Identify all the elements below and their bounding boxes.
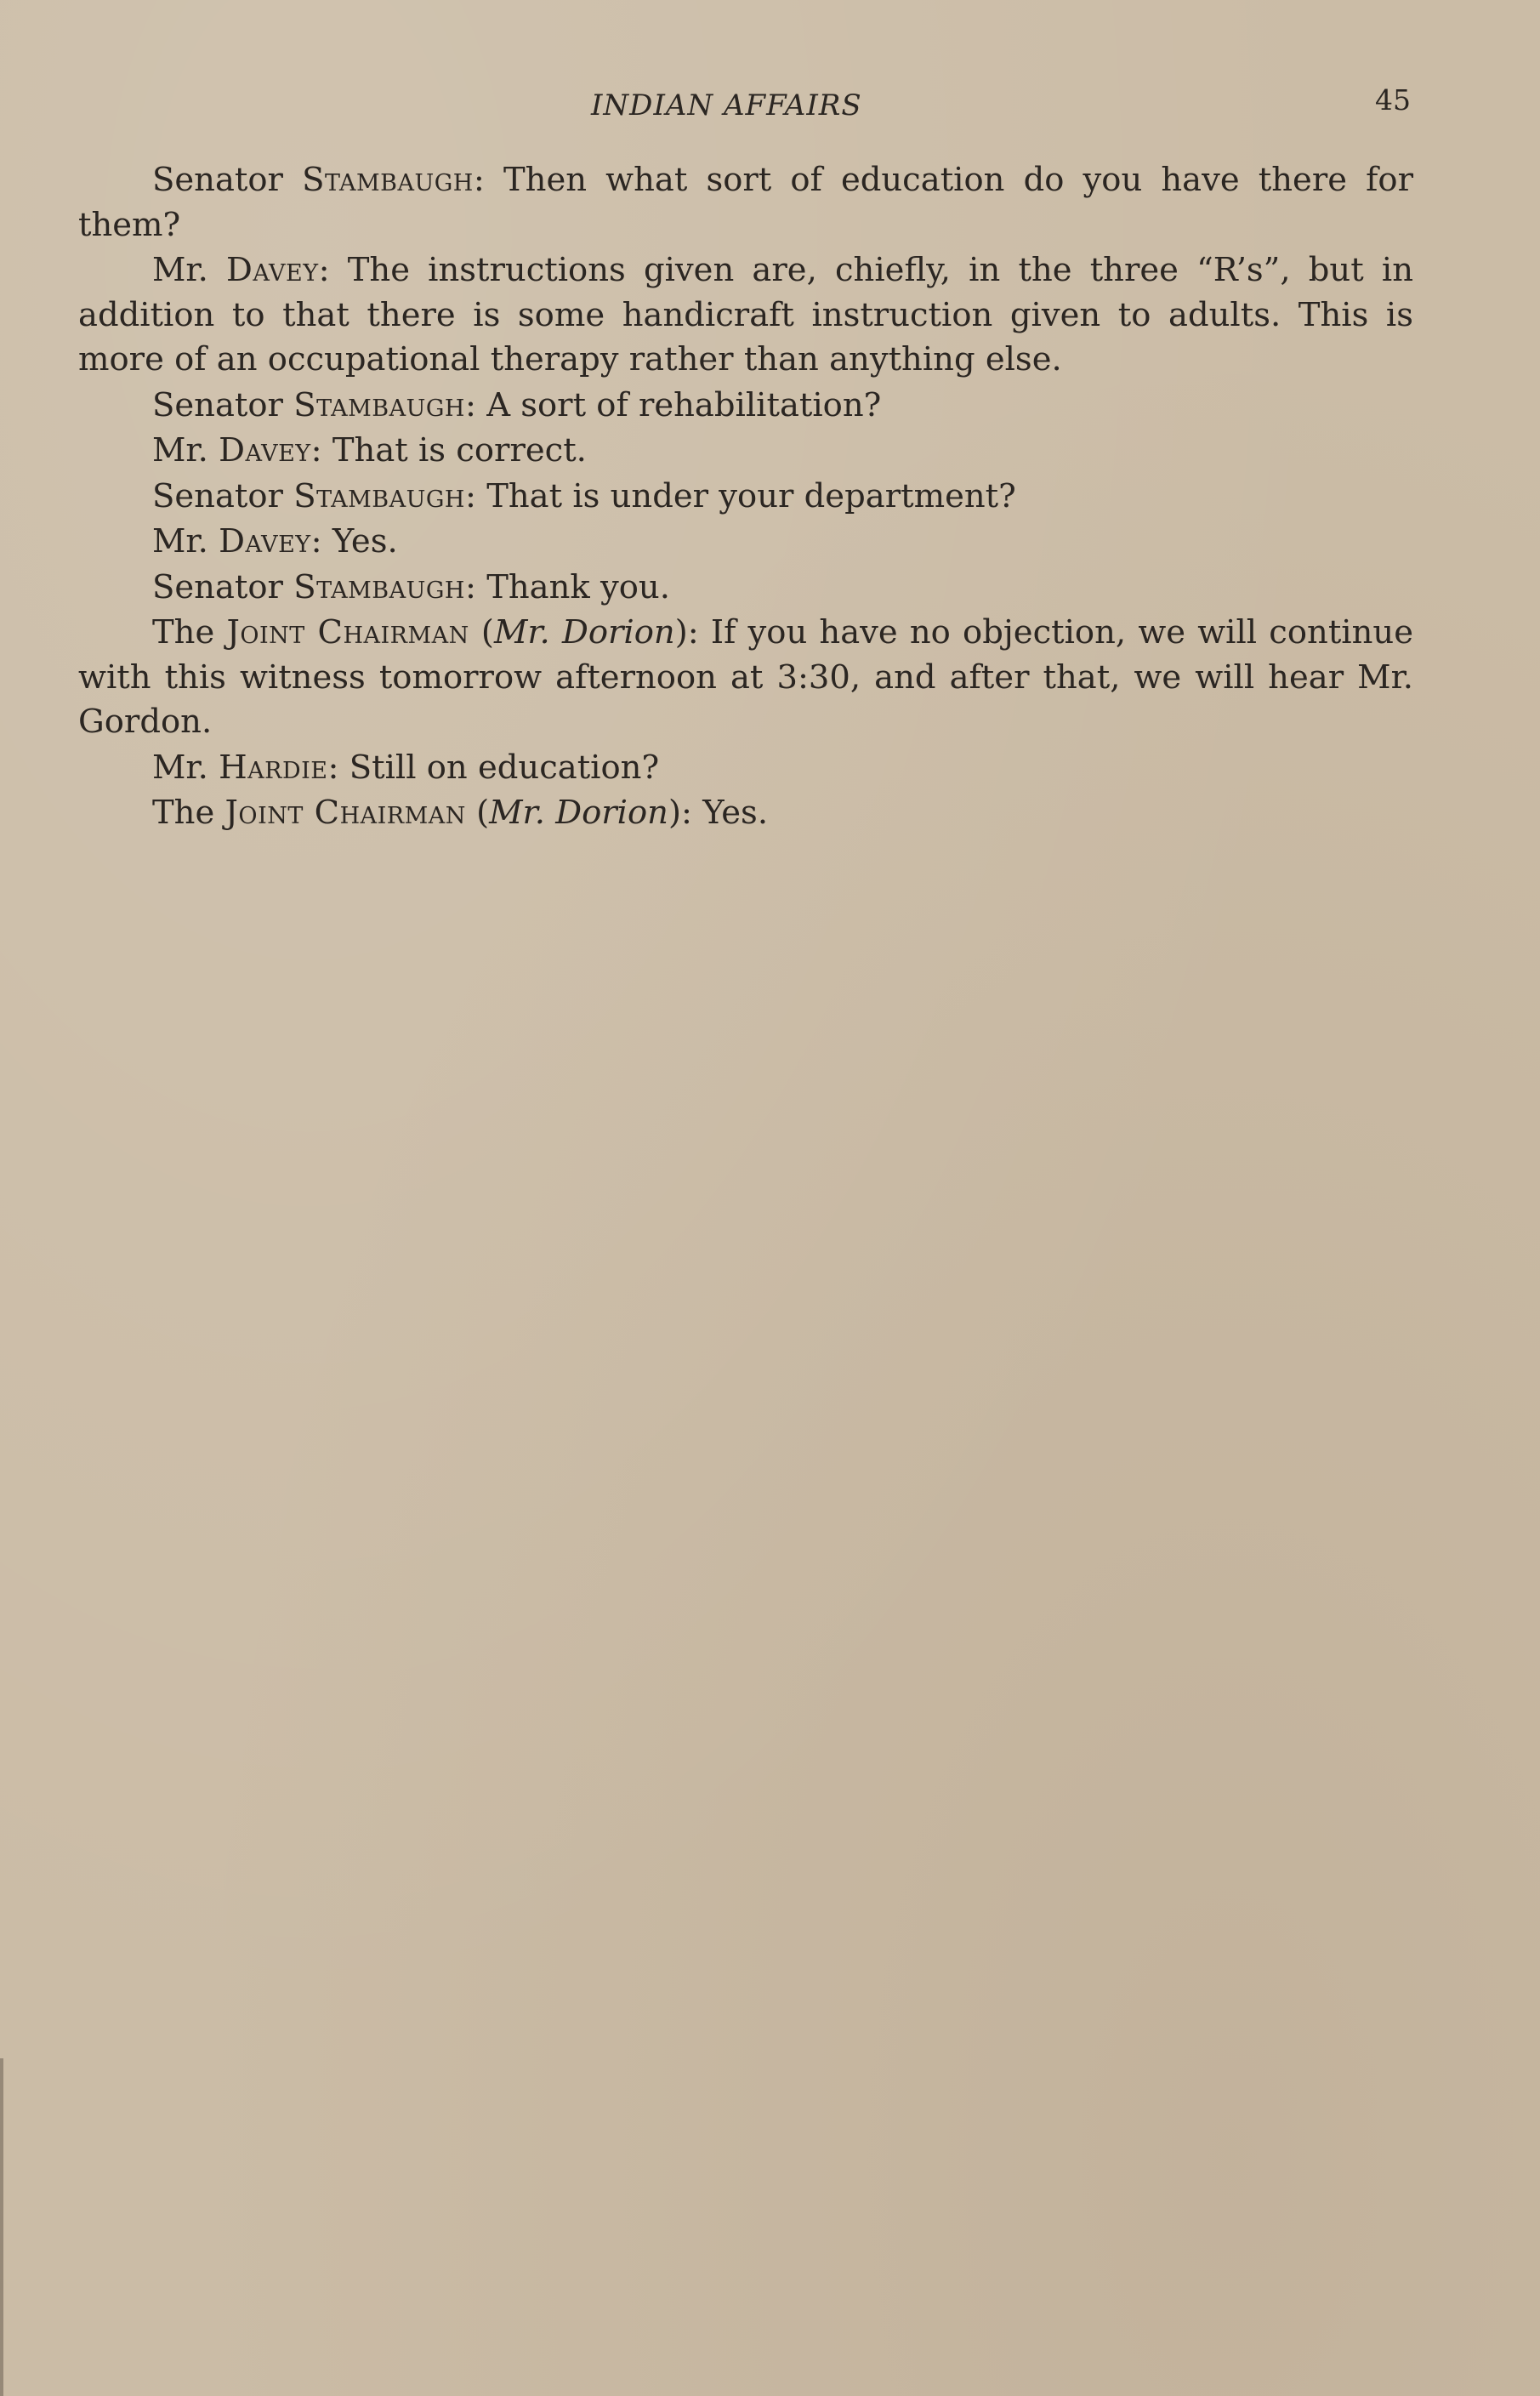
running-title: INDIAN AFFAIRS bbox=[591, 88, 862, 122]
speaker-prefix: The bbox=[152, 794, 225, 832]
transcript-paragraph bbox=[78, 248, 1413, 383]
speech-text: That is under your department? bbox=[486, 476, 1016, 515]
speech-text: Thank you. bbox=[486, 567, 670, 606]
speaker-name: Stambaugh bbox=[293, 476, 465, 515]
transcript-paragraph: The Joint Chairman (Mr. Dorion): Yes. bbox=[152, 794, 769, 832]
speaker-prefix: Mr. bbox=[152, 431, 219, 470]
speaker-colon: : bbox=[687, 613, 711, 652]
speaker-name: Joint Chairman bbox=[226, 613, 469, 652]
transcript-paragraph bbox=[78, 566, 1413, 611]
speech-text: That is correct. bbox=[332, 431, 587, 470]
speaker-colon: : bbox=[310, 431, 332, 470]
speaker-prefix: Senator bbox=[152, 385, 294, 424]
transcript-paragraph bbox=[78, 429, 1413, 474]
speech-text: A sort of rehabilitation? bbox=[486, 385, 882, 424]
speech-text: Yes. bbox=[332, 522, 398, 561]
speaker-colon: : bbox=[327, 748, 349, 787]
transcript-paragraph bbox=[78, 158, 1413, 248]
speaker-name: Davey bbox=[219, 522, 311, 561]
speech-text: The instructions given are, chiefly, in the three “R’s”, but in addition to that there is some handicraft instruction given to adults. This is more of an occupational therapy rather than anything else. bbox=[78, 251, 1413, 378]
speech-text: Yes. bbox=[702, 794, 769, 832]
speaker-parenthetical: Mr. Dorion bbox=[493, 613, 675, 652]
speaker-colon: : bbox=[464, 567, 487, 606]
speaker-colon: : bbox=[473, 161, 503, 199]
speaker-prefix: Mr. bbox=[152, 522, 219, 561]
speaker-name: Davey bbox=[219, 431, 311, 470]
speaker-prefix: Mr. bbox=[152, 251, 227, 289]
transcript-paragraph bbox=[78, 520, 1413, 565]
running-header bbox=[0, 83, 1540, 134]
speech-text: Then what sort of education do you have there for them? bbox=[78, 161, 1413, 244]
speaker-prefix: The bbox=[152, 613, 227, 652]
transcript-paragraph bbox=[78, 746, 1413, 791]
speaker-colon: : bbox=[680, 794, 703, 832]
speaker-prefix: Senator bbox=[152, 567, 294, 606]
page-number: 45 bbox=[1375, 83, 1411, 117]
speech-text: Still on education? bbox=[349, 748, 660, 787]
speaker-colon: : bbox=[310, 522, 332, 561]
speaker-prefix: Senator bbox=[152, 476, 294, 515]
speaker-name: Joint Chairman bbox=[224, 794, 466, 832]
page-edge-shadow bbox=[0, 2058, 3, 2396]
transcript-body bbox=[78, 158, 1413, 836]
speaker-colon: : bbox=[318, 251, 348, 289]
speaker-name: Hardie bbox=[219, 748, 328, 787]
speaker-name: Davey bbox=[226, 251, 319, 289]
speaker-name: Stambaugh bbox=[293, 567, 465, 606]
speaker-name: Stambaugh bbox=[302, 161, 474, 199]
speaker-prefix: Mr. bbox=[152, 748, 219, 787]
speaker-prefix: Senator bbox=[152, 161, 303, 199]
speaker-parenthetical: Mr. Dorion bbox=[489, 794, 668, 832]
speaker-name: Stambaugh bbox=[293, 385, 465, 424]
transcript-paragraph bbox=[78, 475, 1413, 520]
transcript-paragraph bbox=[78, 384, 1413, 429]
speech-text: If you have no objection, we will continue with this witness tomorrow afternoon at 3:30, and after that, we will hear Mr. Gordon. bbox=[78, 613, 1413, 741]
speaker-colon: : bbox=[464, 476, 487, 515]
speaker-colon: : bbox=[464, 385, 487, 424]
transcript-paragraph: The Joint Chairman (Mr. Dorion): If you have no objection, we will continue with this witness tomorrow afternoon at 3:30, and after that, we will hear Mr. Gordon. bbox=[78, 613, 1413, 741]
